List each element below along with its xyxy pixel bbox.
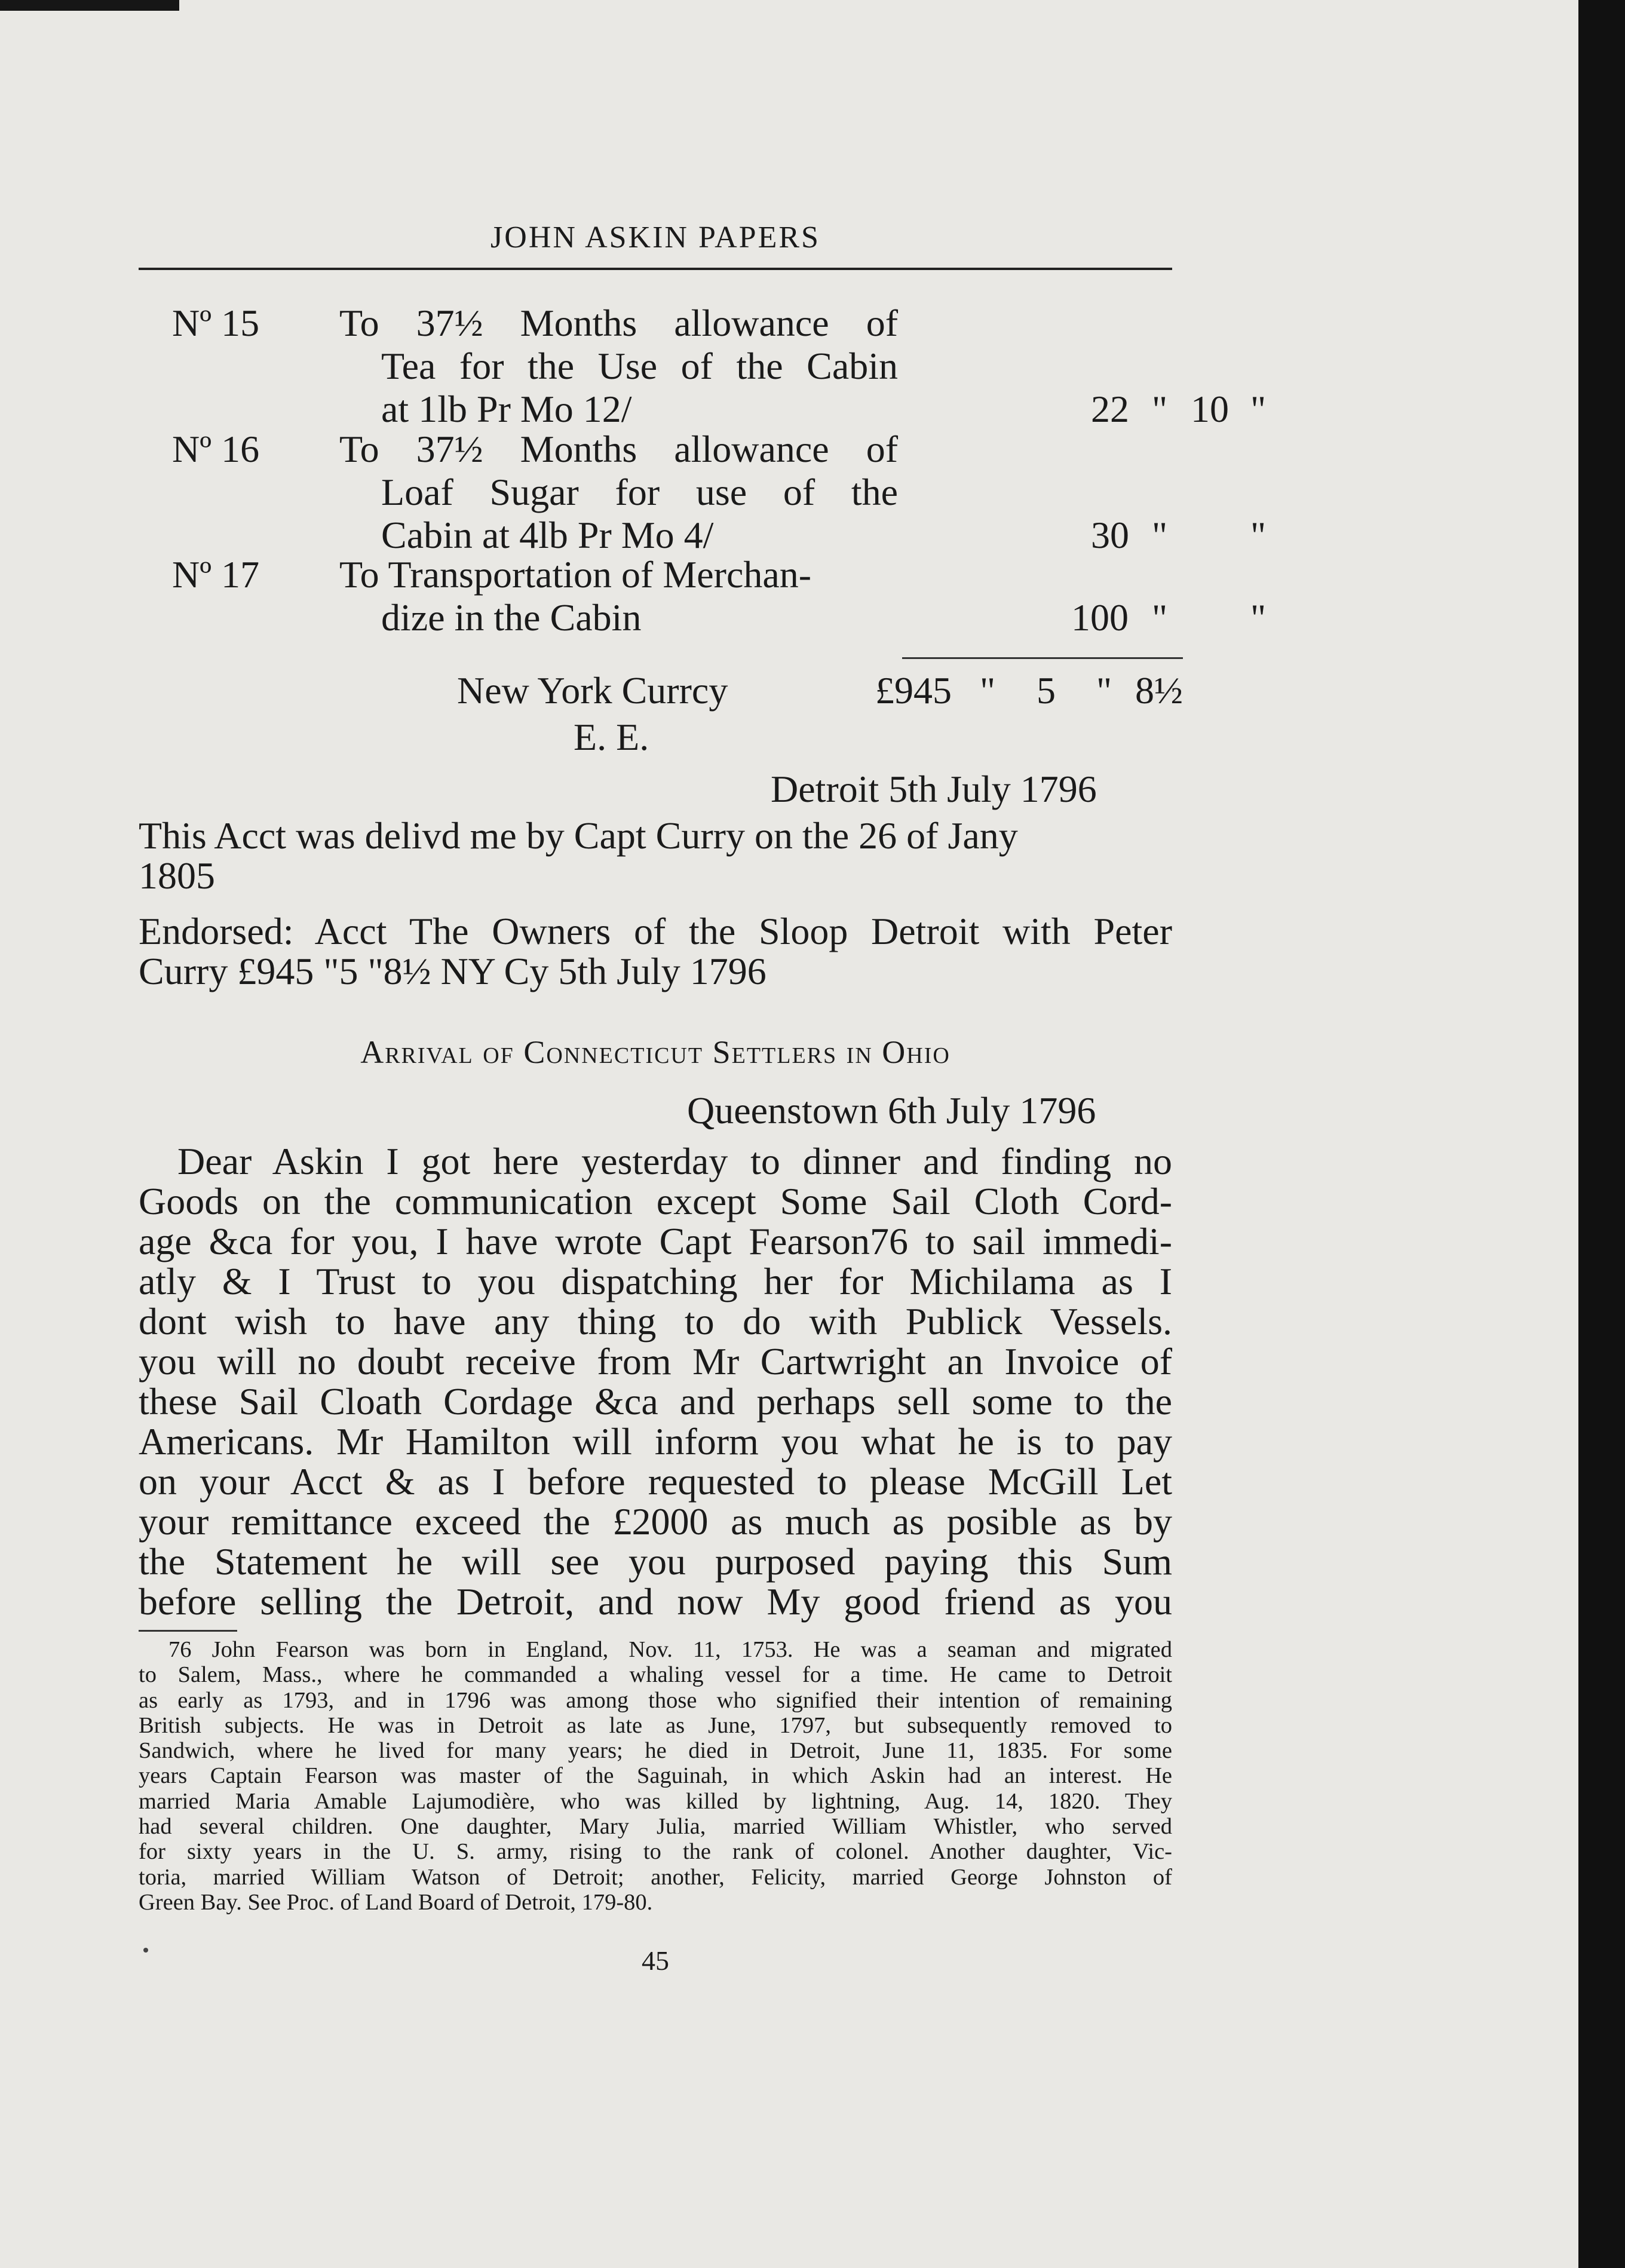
entry-description	[339, 428, 898, 557]
letter-line: Americans. Mr Hamilton will inform you what he is to pay	[139, 1420, 1172, 1463]
entry-line: dize in the Cabin	[381, 596, 642, 639]
entry-description	[339, 302, 898, 431]
footnote-line: married Maria Amable Lajumodière, who was killed by lightning, Aug. 14, 1820. They	[139, 1788, 1172, 1814]
dateline: Queenstown 6th July 1796	[687, 1089, 1096, 1132]
letter-line: dont wish to have any thing to do with Publick Vessels.	[139, 1300, 1172, 1343]
amount-ditto: "	[1152, 596, 1168, 639]
entry-line: at 1lb Pr Mo 12/	[381, 388, 632, 430]
letter-line: you will no doubt receive from Mr Cartwright an Invoice of	[139, 1340, 1172, 1383]
entry-line: Loaf Sugar for use of the	[381, 471, 898, 513]
scan-edge-shadow	[0, 0, 179, 11]
footnote-rule	[139, 1630, 237, 1632]
endorsement	[139, 911, 1172, 991]
amount-ditto: "	[1152, 514, 1168, 556]
entry-description	[339, 553, 898, 639]
dateline: Detroit 5th July 1796	[771, 768, 1097, 810]
letter-line: these Sail Cloath Cordage &ca and perhaps sell some to the	[139, 1380, 1172, 1423]
scan-edge-shadow	[1578, 0, 1625, 2268]
amount-ditto: "	[1250, 388, 1267, 430]
total-ditto: "	[1096, 669, 1112, 712]
endorsement-line: Endorsed: Acct The Owners of the Sloop Detroit with Peter	[139, 910, 1172, 952]
endorsement-line: Curry £945 "5 "8½ NY Cy 5th July 1796	[139, 950, 766, 992]
running-header: JOHN ASKIN PAPERS	[490, 220, 820, 255]
letter-line: the Statement he will see you purposed paying this Sum	[139, 1540, 1172, 1583]
amount-shillings: 10	[1191, 388, 1229, 430]
entry-number: Nº 15	[172, 302, 260, 344]
total-pounds: £945	[875, 669, 952, 712]
page-number: 45	[642, 1945, 669, 1976]
total-rule	[902, 657, 1183, 659]
entry-number: Nº 17	[172, 553, 260, 596]
letter-line: age &ca for you, I have wrote Capt Fearson76 to sail immedi-	[139, 1220, 1172, 1262]
amount-pounds: 100	[1071, 596, 1129, 639]
amount-ditto: "	[1250, 596, 1267, 639]
footnote-line: Sandwich, where he lived for many years; he died in Detroit, June 11, 1835. For some	[139, 1738, 1172, 1764]
note-line: This Acct was delivd me by Capt Curry on the 26 of Jany	[139, 814, 1018, 857]
letter-body	[139, 1141, 1172, 1622]
amount-pounds: 30	[1091, 514, 1129, 556]
currency-label: New York Currcy	[457, 669, 728, 712]
letter-line: before selling the Detroit, and now My good friend as you	[139, 1580, 1172, 1623]
section-title: Arrival of Connecticut Settlers in Ohio	[360, 1034, 951, 1070]
entry-number: Nº 16	[172, 428, 260, 470]
letter-line: your remittance exceed the £2000 as much as posible as by	[139, 1500, 1172, 1543]
amount-pounds: 22	[1091, 388, 1129, 430]
letter-line: on your Acct & as I before requested to please McGill Let	[139, 1460, 1172, 1503]
footnote-line: to Salem, Mass., where he commanded a whaling vessel for a time. He came to Detroit	[139, 1662, 1172, 1688]
letter-line: Goods on the communication except Some Sail Cloth Cord-	[139, 1180, 1172, 1222]
footnote-line: British subjects. He was in Detroit as late as June, 1797, but subsequently removed to	[139, 1712, 1172, 1738]
footnote-line: 76 John Fearson was born in England, Nov. 11, 1753. He was a seaman and migrated	[168, 1637, 1172, 1662]
amount-ditto: "	[1250, 514, 1267, 556]
footnote	[139, 1637, 1172, 1915]
entry-line: To 37½ Months allowance of	[339, 302, 898, 344]
footnote-line: toria, married William Watson of Detroit; another, Felicity, married George Johnston of	[139, 1864, 1172, 1890]
total-pence: 8½	[1135, 669, 1183, 712]
entry-line: To 37½ Months allowance of	[339, 428, 898, 470]
footnote-line: years Captain Fearson was master of the Saguinah, in which Askin had an interest. He	[139, 1763, 1172, 1789]
footnote-line: for sixty years in the U. S. army, rising to the rank of colonel. Another daughter, Vic-	[139, 1839, 1172, 1865]
letter-line: Dear Askin I got here yesterday to dinner and finding no	[177, 1140, 1172, 1182]
header-rule	[139, 268, 1172, 270]
total-shillings: 5	[1037, 669, 1056, 712]
total-ditto: "	[980, 669, 996, 712]
amount-ditto: "	[1152, 388, 1168, 430]
entry-line: Tea for the Use of the Cabin	[381, 345, 898, 387]
footnote-line: as early as 1793, and in 1796 was among those who signified their intention of remaining	[139, 1687, 1172, 1713]
initials: E. E.	[574, 716, 649, 758]
footnote-line: had several children. One daughter, Mary Julia, married William Whistler, who served	[139, 1814, 1172, 1840]
letter-line: atly & I Trust to you dispatching her for Michilama as I	[139, 1260, 1172, 1302]
entry-line: To Transportation of Merchan-	[339, 553, 812, 596]
note-line: 1805	[139, 854, 215, 897]
delivery-note	[139, 816, 1172, 896]
entry-line: Cabin at 4lb Pr Mo 4/	[381, 514, 714, 556]
footnote-line: Green Bay. See Proc. of Land Board of Detroit, 179-80.	[139, 1889, 653, 1915]
